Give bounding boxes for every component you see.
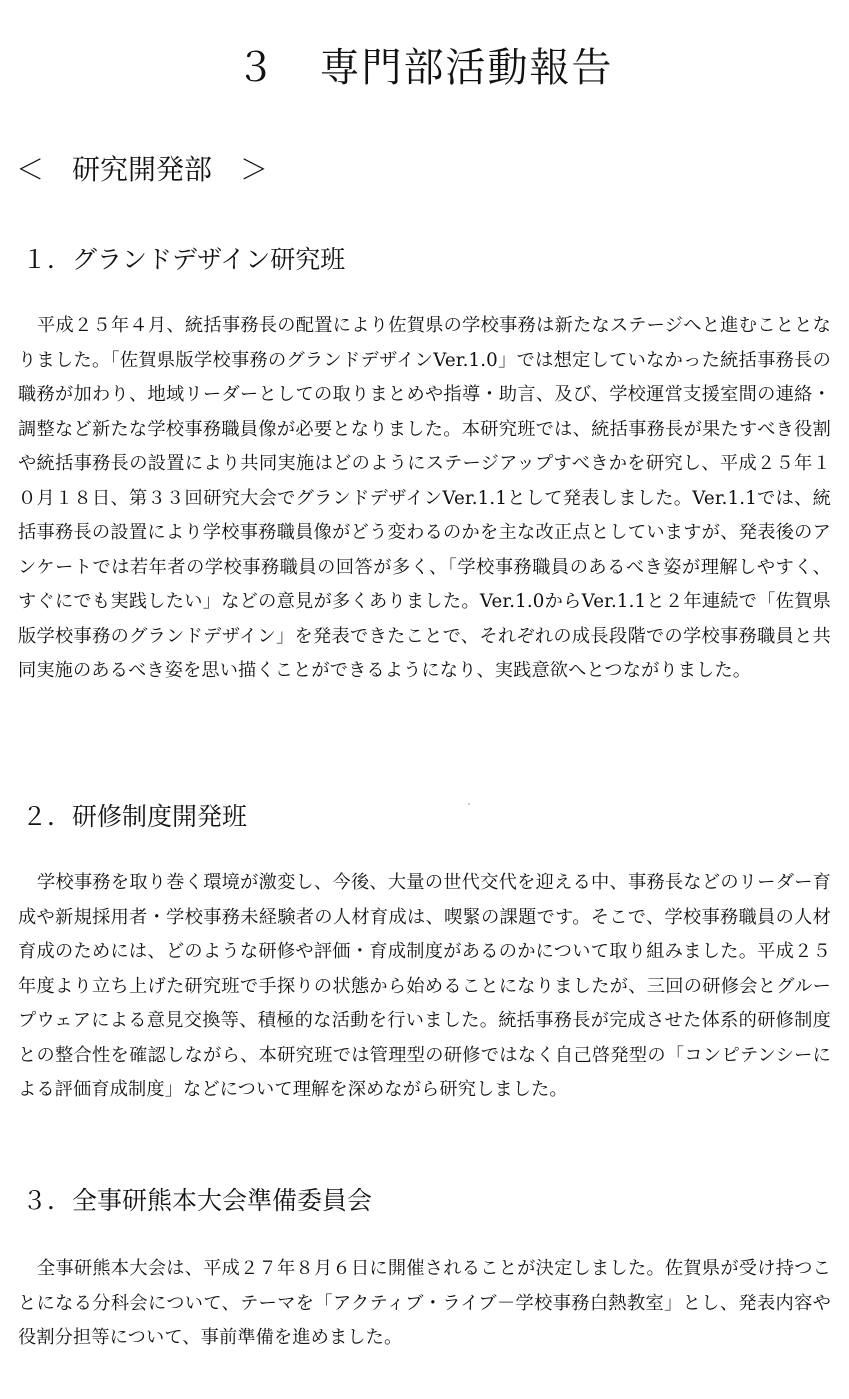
- section-body-grand-design: 平成２５年４月、統括事務長の配置により佐賀県の学校事務は新たなステージへと進むこととなりました。「佐賀県版学校事務のグランドデザインVer.1.0」では想定していなかった統括事務長の職務が加わり、地域リーダーとしての取りまとめや指導・助言、及び、学校運営支援室間の連絡・調整など新たな学校事務職員像が必要となりました。本研究班では、統括事務長が果たすべき役割や統括事務長の設置により共同実施はどのようにステージアップすべきかを研究し、平成２５年１０月１８日、第３３回研究大会でグランドデザインVer.1.1として発表しました。Ver.1.1では、統括事務長の設置により学校事務職員像がどう変わるのかを主な改正点としていますが、発表後のアンケートでは若年者の学校事務職員の回答が多く、「学校事務職員のあるべき姿が理解しやすく、すぐにでも実践したい」などの意見が多くありました。Ver.1.0からVer.1.1と２年連続で「佐賀県版学校事務のグランドデザイン」を発表できたことで、それぞれの成長段階での学校事務職員と共同実施のあるべき姿を思い描くことができるようになり、実践意欲へとつながりました。: [18, 315, 831, 681]
- section-body-kumamoto-committee: 全事研熊本大会は、平成２７年８月６日に開催されることが決定しました。佐賀県が受け持つことになる分科会について、テーマを「アクティブ・ライブ－学校事務白熱教室」とし、発表内容や役割分担等について、事前準備を進めました。: [18, 1258, 831, 1348]
- scan-speck: [468, 803, 470, 805]
- section-heading-training-system: ２．研修制度開発班: [22, 802, 248, 831]
- section-heading-kumamoto-committee: ３．全事研熊本大会準備委員会: [22, 1186, 373, 1215]
- section-heading-grand-design: １．グランドデザイン研究班: [22, 245, 346, 274]
- section-body-training-system: 学校事務を取り巻く環境が激変し、今後、大量の世代交代を迎える中、事務長などのリーダー育成や新規採用者・学校事務未経験者の人材育成は、喫緊の課題です。そこで、学校事務職員の人材育成のためには、どのような研修や評価・育成制度があるのかについて取り組みました。平成２５年度より立ち上げた研究班で手探りの状態から始めることになりましたが、三回の研修会とグループウェアによる意見交換等、積極的な活動を行いました。統括事務長が完成させた体系的研修制度との整合性を確認しながら、本研究班では管理型の研修ではなく自己啓発型の「コンピテンシーによる評価育成制度」などについて理解を深めながら研究しました。: [18, 872, 831, 1100]
- page-title: ３ 専門部活動報告: [235, 45, 614, 91]
- department-heading: ＜ 研究開発部 ＞: [16, 153, 269, 186]
